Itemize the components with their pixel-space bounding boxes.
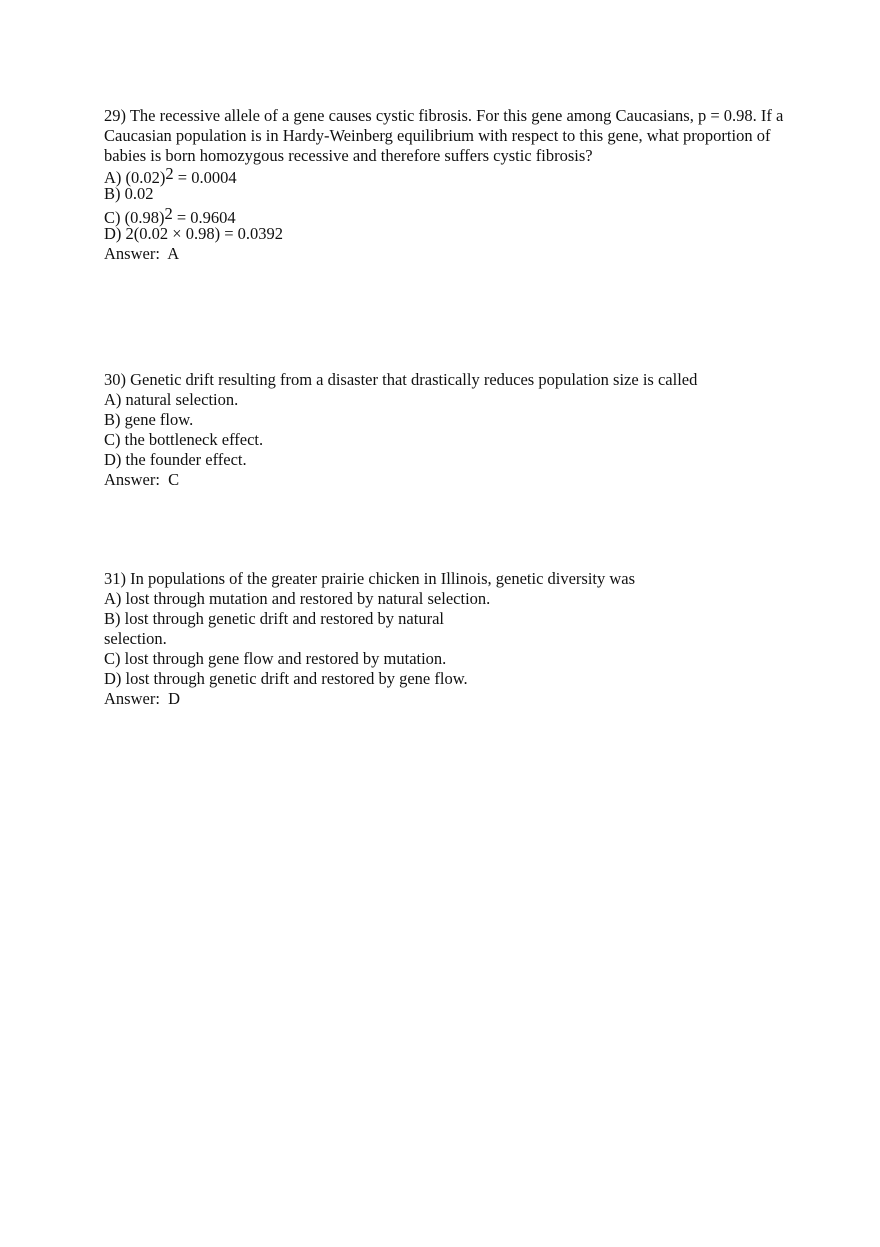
option-b-line1: B) lost through genetic drift and restored by natural [104, 609, 444, 628]
question-29 [104, 106, 784, 264]
question-number: 29) [104, 106, 126, 125]
answer: Answer: A [104, 244, 180, 263]
answer: Answer: C [104, 470, 180, 489]
option-b: B) gene flow. [104, 410, 194, 429]
option-a-prefix: A) (0.02) [104, 168, 166, 187]
option-c-prefix: C) (0.98) [104, 208, 165, 227]
option-c-suffix: = 0.9604 [172, 208, 236, 227]
question-number: 31) [104, 569, 126, 588]
option-a: A) natural selection. [104, 390, 239, 409]
question-number: 30) [104, 370, 126, 389]
option-a-exponent: 2 [165, 164, 174, 183]
option-d: D) 2(0.02 × 0.98) = 0.0392 [104, 224, 284, 243]
option-a-suffix: = 0.0004 [173, 168, 237, 187]
question-stem: In populations of the greater prairie chicken in Illinois, genetic diversity was [130, 569, 636, 588]
question-30 [104, 370, 784, 490]
option-d: D) the founder effect. [104, 450, 247, 469]
option-d: D) lost through genetic drift and restored by gene flow. [104, 669, 468, 688]
option-c: C) lost through gene flow and restored by mutation. [104, 649, 447, 668]
option-b-line2: selection. [104, 629, 167, 648]
question-31 [104, 569, 784, 709]
question-text [104, 370, 784, 390]
question-stem: The recessive allele of a gene causes cystic fibrosis. For this gene among Caucasians, p = 0.98. If a Caucasian population is in Hardy-Weinberg equilibrium with respect to this gene, what proportion of babies is born homozygous recessive and therefore suffers cystic fibrosis? [104, 106, 784, 165]
question-text [104, 106, 784, 166]
question-stem: Genetic drift resulting from a disaster that drastically reduces population size is called [130, 370, 698, 389]
option-c: C) the bottleneck effect. [104, 430, 264, 449]
question-text [104, 569, 784, 589]
option-b: B) 0.02 [104, 184, 154, 203]
option-a: A) lost through mutation and restored by natural selection. [104, 589, 491, 608]
option-c-exponent: 2 [164, 204, 173, 223]
answer: Answer: D [104, 689, 181, 708]
